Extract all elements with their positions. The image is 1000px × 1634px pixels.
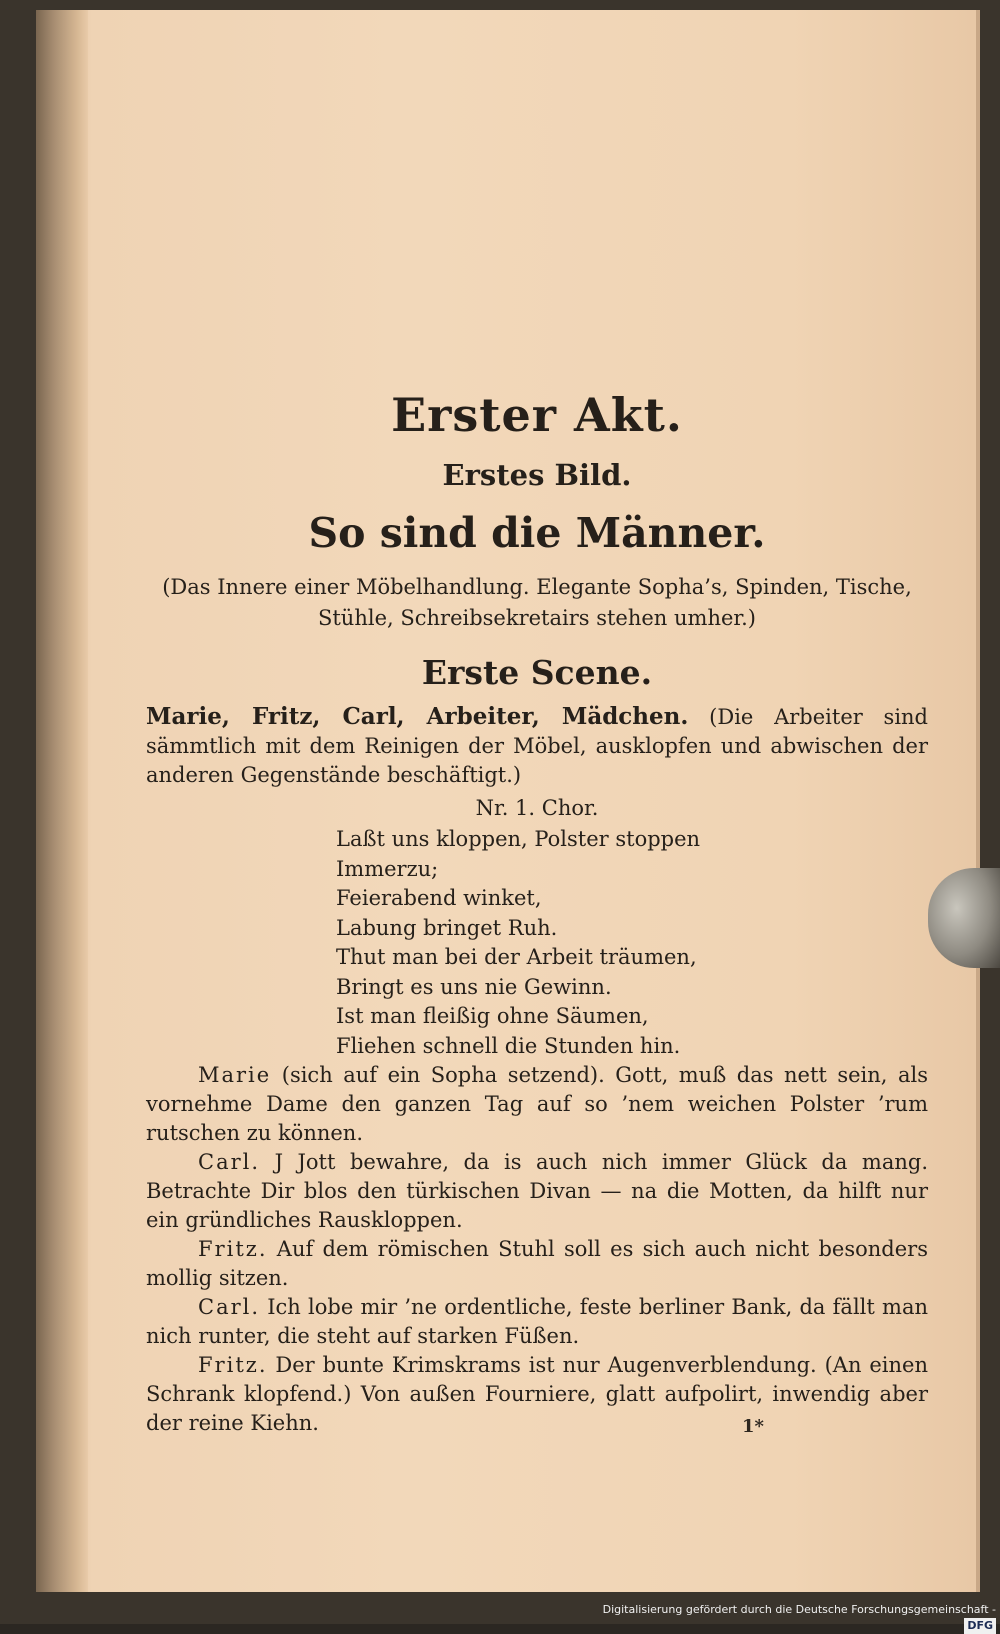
page-content [146, 380, 928, 1438]
cast-direction: (Die Arbeiter sind sämmtlich mit dem Reinigen der Möbel, ausklopfen und abwischen der anderen Gegenstände beschäftigt.) [146, 705, 929, 787]
dialogue-text: (sich auf ein Sopha setzend). Gott, muß das nett sein, als vornehme Dame den ganzen Tag auf so ’nem weichen Polster ’rum rutschen zu können. [146, 1063, 929, 1145]
dialogue-line [146, 1293, 928, 1351]
picture-heading: Erstes Bild. [442, 458, 632, 492]
song-lyrics [336, 825, 928, 1061]
song-line: Bringt es uns nie Gewinn. [336, 974, 612, 999]
digitization-footer [586, 1602, 996, 1632]
act-heading: Erster Akt. [391, 388, 683, 442]
play-title: So sind die Männer. [308, 509, 766, 557]
stage-direction: (Das Innere einer Möbelhandlung. Elegante Sopha’s, Spinden, Tische, Stühle, Schreibsekretairs stehen umher.) [162, 575, 912, 630]
dialogue-text: Auf dem römischen Stuhl soll es sich auch nicht besonders mollig sitzen. [146, 1237, 928, 1290]
speaker-name: Carl. [198, 1150, 261, 1174]
song-line: Thut man bei der Arbeit träumen, [336, 945, 697, 969]
book-page [36, 10, 980, 1592]
dfg-logo: DFG [964, 1618, 996, 1634]
song-line: Labung bringet Ruh. [336, 915, 558, 940]
song-line: Feierabend winket, [336, 886, 542, 910]
page-number: 1* [742, 1416, 764, 1437]
speaker-name: Marie [198, 1063, 272, 1087]
speaker-name: Carl. [198, 1295, 261, 1319]
song-line: Immerzu; [336, 856, 439, 881]
dialogue-text: J Jott bewahre, da is auch nich immer Glück da mang. Betrachte Dir blos den türkischen Divan — na die Motten, da hilft nur ein gründliches Rauskloppen. [146, 1150, 928, 1232]
cast-paragraph [146, 702, 928, 790]
song-line: Ist man fleißig ohne Säumen, [336, 1004, 649, 1028]
number-heading: Nr. 1. Chor. [475, 796, 599, 820]
footer-text: Digitalisierung gefördert durch die Deutsche Forschungsgemeinschaft - [602, 1603, 996, 1616]
song-line: Fliehen schnell die Stunden hin. [336, 1033, 681, 1058]
dialogue-text: Der bunte Krimskrams ist nur Augenverblendung. (An einen Schrank klopfend.) Von außen Fourniere, glatt aufpolirt, inwendig aber der reine Kiehn. [146, 1353, 928, 1435]
dialogue-line [146, 1061, 928, 1148]
cast-list: Marie, Fritz, Carl, Arbeiter, Mädchen. [146, 703, 689, 730]
book-spine-shadow [36, 10, 88, 1592]
dialogue-line [146, 1148, 928, 1235]
dialogue-text: Ich lobe mir ’ne ordentliche, feste berliner Bank, da fällt man nich runter, die steht auf starken Füßen. [146, 1295, 928, 1348]
dialogue-line [146, 1235, 928, 1293]
speaker-name: Fritz. [198, 1353, 268, 1377]
scene-heading: Erste Scene. [421, 653, 653, 692]
speaker-name: Fritz. [198, 1237, 268, 1261]
dialogue-line [146, 1351, 928, 1438]
song-line: Laßt uns kloppen, Polster stoppen [336, 827, 701, 851]
